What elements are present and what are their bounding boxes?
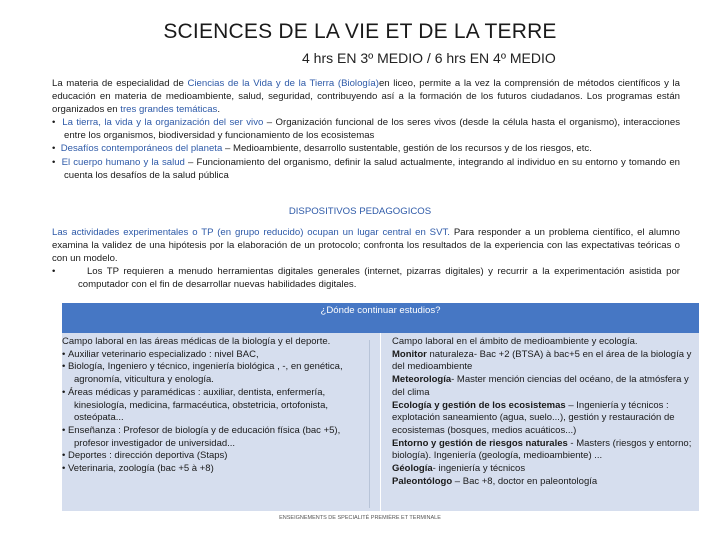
ecology-item: Meteorología- Master mención ciencias del océano, de la atmósfera y del clima — [392, 374, 689, 398]
ecology-heading: Campo laboral en el ámbito de medioambiente y ecología. — [392, 336, 638, 347]
page-subtitle: 4 hrs EN 3º MEDIO / 6 hrs EN 4º MEDIO — [302, 50, 556, 66]
intro-block — [52, 77, 680, 182]
section-heading: DISPOSITIVOS PEDAGOGICOS — [288, 206, 432, 217]
medical-item: • Biología, Ingeniero y técnico, ingeniería biológica , -, en genética, agronomía, viticultura y enología. — [62, 361, 343, 386]
medical-item: • Deportes : dirección deportiva (Staps) — [62, 450, 228, 462]
ecology-item: Paleontólogo – Bac +8, doctor en paleontología — [392, 475, 598, 487]
theme-bullet-1: • La tierra, la vida y la organización del ser vivo – Organización funcional de los seres vivos (desde la célula hasta el organismo), interacciones entre los organismos, biodiversidad y funcionamiento de los ecosistemas — [52, 117, 680, 142]
theme-bullet-2: • Desafíos contemporáneos del planeta – Medioambiente, desarrollo sustentable, gestión de los recursos y de los riesgos, etc. — [52, 143, 592, 155]
intro-paragraph: La materia de especialidad de Ciencias de la Vida y de la Tierra (Biología)en liceo, permite a la vez la comprensión de métodos científicos y la educación en materia de medioambiente, salud, seguridad, contribuyendo así a la formación de los futuros ciudadanos. Los programas están organizados en tres grandes temáticas. — [52, 78, 680, 116]
medical-item: • Veterinaria, zoología (bac +5 à +8) — [62, 463, 214, 475]
ecology-item: Entorno y gestión de riesgos naturales - Masters (riesgos y entorno; biología). Ingeniería (geología, medioambiente) ... — [392, 437, 692, 462]
medical-item: • Auxiliar veterinario especializado : nivel BAC, — [62, 348, 259, 360]
medical-item: • Enseñanza : Profesor de biología y de educación física (bac +5), profesor investigador de universidad... — [62, 424, 341, 449]
theme-bullet-3: • El cuerpo humano y la salud – Funcionamiento del organismo, definir la salud actualmente, integrando al individuo en su entorno y tomando en cuenta los desafíos de la salud pública — [52, 156, 680, 181]
page-title: SCIENCES DE LA VIE ET DE LA TERRE — [163, 20, 557, 43]
medical-item: • Áreas médicas y paramédicas : auxiliar, dentista, enfermería, kinesiología, medicina, farmacéutica, obstetricia, ortofonista, osteópata... — [62, 386, 328, 424]
pedagogy-block — [52, 226, 680, 291]
ecology-item: Monitor naturaleza- Bac +2 (BTSA) à bac+5 en el área de la biología y del medioambiente — [392, 348, 692, 373]
studies-banner: ¿Dónde continuar estudios? — [62, 303, 699, 333]
medical-heading: Campo laboral en las áreas médicas de la biología y el deporte. — [62, 336, 331, 347]
ecology-item: Ecología y gestión de los ecosistemas – Ingeniería y técnicos : explotación saneamiento (agua, suelo...), gestión y restauración de ecosistemas (bosques, medios acuáticos...) — [392, 399, 675, 436]
page-footer: ENSEIGNEMENTS DE SPECIALITÉ PREMIÈRE ET TERMINALE — [279, 515, 441, 521]
ecology-careers-column — [392, 336, 692, 488]
pedagogy-paragraph: Las actividades experimentales o TP (en grupo reducido) ocupan un lugar central en SVT. Para responder a un problema científico, el alumno examina la validez de una hipótesis por la elaboración de un protocolo; confronta los resultados de la experiencia con las expectativas teóricas o con un modelo. — [52, 227, 680, 265]
ecology-item: Géología- ingeniería y técnicos — [392, 463, 526, 475]
medical-careers-column — [62, 336, 362, 476]
column-divider — [369, 340, 370, 508]
pedagogy-bullet: • Los TP requieren a menudo herramientas digitales generales (internet, pizarras digitales) y recurrir a la experimentación asistida por computador con el fin de desarrollar nuevas habilidades digitales. — [52, 266, 680, 291]
